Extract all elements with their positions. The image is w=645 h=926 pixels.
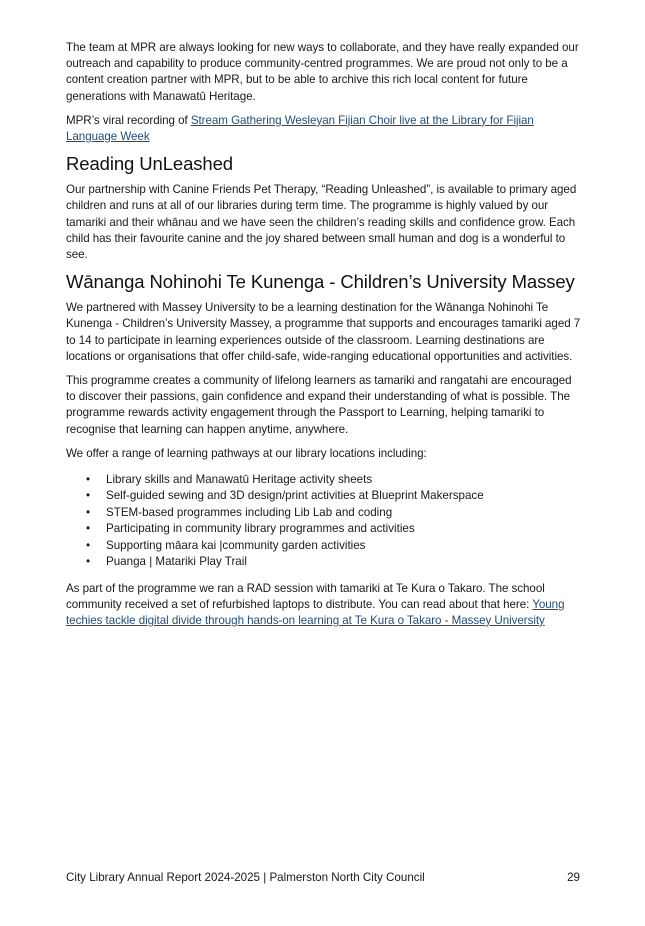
- bullet-icon: •: [86, 538, 91, 552]
- paragraph-rad-session: [66, 581, 582, 630]
- footer-title: City Library Annual Report 2024-2025 | Palmerston North City Council: [66, 871, 425, 884]
- massey-article-link[interactable]: Young techies tackle digital divide through hands-on learning at Te Kura o Takaro - Massey University: [66, 597, 565, 627]
- recording-prefix: MPR’s viral recording of: [66, 113, 191, 127]
- list-item: • Supporting māara kai |community garden activities: [66, 538, 582, 554]
- paragraph-learning-pathways: We offer a range of learning pathways at our library locations including:: [66, 446, 427, 460]
- list-item: • Library skills and Manawatū Heritage activity sheets: [66, 472, 582, 488]
- page-number: 29: [567, 871, 580, 884]
- fijian-choir-link[interactable]: Stream Gathering Wesleyan Fijian Choir live at the Library for Fijian Language Week: [66, 113, 534, 144]
- bullet-icon: •: [86, 522, 91, 536]
- rad-session-text: As part of the programme we ran a RAD session with tamariki at Te Kura o Takaro. The school community received a set of refurbished laptops to distribute. You can read about that here:: [66, 581, 545, 611]
- learning-pathways-list: [66, 472, 582, 570]
- heading-reading-unleashed: Reading UnLeashed: [66, 153, 233, 175]
- bullet-icon: •: [86, 473, 91, 487]
- paragraph-reading-unleashed: Our partnership with Canine Friends Pet Therapy, “Reading Unleashed”, is available to primary aged children and runs at all of our libraries during term time. The programme is highly valued by our tamariki and their whānau and we have seen the children’s reading skills and confidence grow. Each child has their favourite canine and the joy shared between small human and dog is a wonderful to see.: [66, 183, 577, 262]
- paragraph-mpr-team: The team at MPR are always looking for new ways to collaborate, and they have really expanded our outreach and capability to produce community-centred programmes. We are proud not only to be a content creation partner with MPR, but to be able to archive this rich local content for future generations with Manawatū Heritage.: [66, 41, 579, 103]
- list-item: • Self-guided sewing and 3D design/print activities at Blueprint Makerspace: [66, 488, 582, 504]
- heading-wananga: Wānanga Nohinohi Te Kunenga - Children’s University Massey: [66, 271, 575, 293]
- paragraph-massey-partnership: We partnered with Massey University to be a learning destination for the Wānanga Nohinohi Te Kunenga - Children’s University Massey, a programme that supports and encourages tamariki aged 7 to 14 to participate in learning experiences outside of the classroom. Learning destinations are locations or organisations that offer child-safe, wide-ranging educational opportunities and activities.: [66, 301, 581, 363]
- list-item: • Puanga | Matariki Play Trail: [66, 554, 582, 570]
- list-item: • STEM-based programmes including Lib Lab and coding: [66, 505, 582, 521]
- paragraph-mpr-recording: [66, 113, 582, 145]
- paragraph-lifelong-learners: This programme creates a community of lifelong learners as tamariki and rangatahi are encouraged to discover their passions, gain confidence and expand their understanding of what is possible. The programme rewards activity engagement through the Passport to Learning, helping tamariki to recognise that learning can happen anytime, anywhere.: [66, 374, 572, 436]
- document-page: [66, 40, 582, 637]
- page-footer: [66, 871, 580, 884]
- bullet-icon: •: [86, 555, 91, 569]
- bullet-icon: •: [86, 489, 91, 503]
- list-item: • Participating in community library programmes and activities: [66, 521, 582, 537]
- bullet-icon: •: [86, 505, 91, 519]
